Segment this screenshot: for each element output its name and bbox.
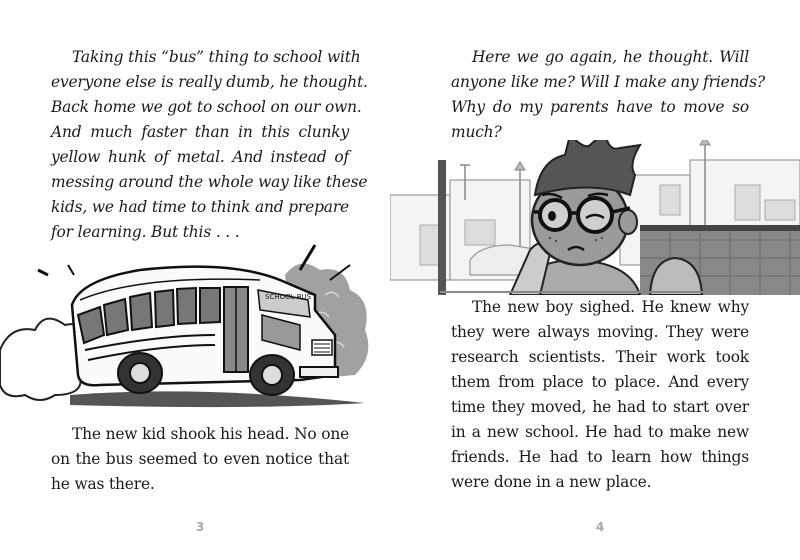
text-line: much? (451, 123, 502, 141)
text-line: Here we go again, he thought. Will (472, 48, 749, 66)
left-regular-paragraph (51, 422, 349, 497)
text-line: for learning. But this . . . (51, 223, 240, 241)
text-line: time they moved, he had to start over (451, 398, 749, 416)
boy-on-bus-illustration (390, 140, 800, 295)
text-line: The new kid shook his head. No one (72, 425, 350, 443)
text-line: yellow hunk of metal. And instead of (51, 148, 349, 166)
text-line: in a new school. He had to make new (451, 423, 749, 441)
text-line: research scientists. Their work took (451, 348, 749, 366)
text-line: on the bus seemed to even notice that (51, 450, 349, 468)
text-line: friends. He had to learn how things (451, 448, 749, 466)
text-line: he was there. (51, 475, 155, 493)
text-line: were done in a new place. (451, 473, 652, 491)
text-line: messing around the whole way like these (51, 173, 368, 191)
text-line: anyone like me? Will I make any friends? (451, 73, 765, 91)
text-line: The new boy sighed. He knew why (472, 298, 749, 316)
text-line: Back home we got to school on our own. (51, 98, 362, 116)
text-line: kids, we had time to think and prepare (51, 198, 349, 216)
right-page (400, 0, 800, 560)
right-regular-paragraph (451, 295, 749, 495)
school-bus-illustration (0, 235, 400, 410)
text-line: everyone else is really dumb, he thought. (51, 73, 368, 91)
text-line: they were always moving. They were (451, 323, 749, 341)
text-line: them from place to place. And every (451, 373, 749, 391)
text-line: Taking this “bus” thing to school with (72, 48, 361, 66)
bus-sign: SCHOOL BUS (265, 293, 312, 301)
page-number: 4 (595, 520, 605, 534)
text-line: And much faster than in this clunky (51, 123, 349, 141)
right-italic-paragraph (451, 45, 765, 145)
text-line: Why do my parents have to move so (451, 98, 749, 116)
left-italic-paragraph (51, 45, 368, 245)
page-number: 3 (195, 520, 205, 534)
